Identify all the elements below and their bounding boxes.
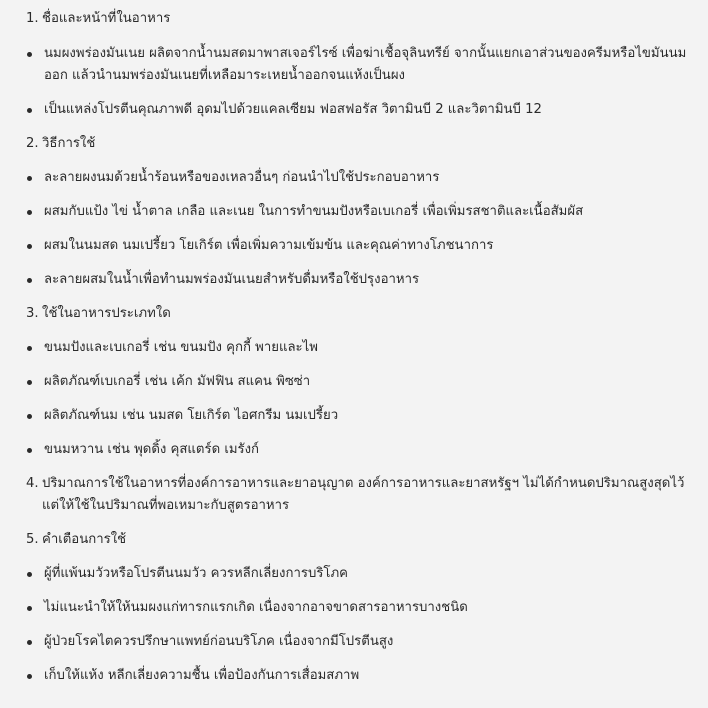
- bullet-dot: [27, 346, 32, 351]
- bullet-dot: [27, 278, 32, 283]
- list-item-text: ขนมหวาน เช่น พุดดิ้ง คุสแตร์ด เมรังก์: [44, 442, 260, 457]
- list-item: [26, 631, 688, 653]
- list-item: [26, 43, 688, 87]
- list-item-text: ผสมกับแป้ง ไข่ น้ำตาล เกลือ และเนย ในการทำขนมปังหรือเบเกอรี่ เพื่อเพิ่มรสชาติและเนื้อสัมผัส: [44, 204, 584, 219]
- section-heading: [26, 529, 688, 551]
- bullet-dot: [27, 244, 32, 249]
- list-item-text: ผสมในนมสด นมเปรี้ยว โยเกิร์ต เพื่อเพิ่มความเข้มข้น และคุณค่าทางโภชนาการ: [44, 238, 494, 253]
- list-item-text: ละลายผสมในน้ำเพื่อทำนมพร่องมันเนยสำหรับดื่มหรือใช้ปรุงอาหาร: [44, 272, 420, 287]
- list-item-text: เก็บให้แห้ง หลีกเลี่ยงความชื้น เพื่อป้องกันการเสื่อมสภาพ: [44, 668, 360, 683]
- bullet-dot: [27, 414, 32, 419]
- list-item: [26, 563, 688, 585]
- list-item: [26, 167, 688, 189]
- list-item: [26, 597, 688, 619]
- list-item-text: ผู้ที่แพ้นมวัวหรือโปรตีนนมวัว ควรหลีกเลี่ยงการบริโภค: [44, 566, 349, 581]
- bullet-dot: [27, 176, 32, 181]
- section-title: ใช้ในอาหารประเภทใด: [42, 306, 171, 321]
- list-item: [26, 201, 688, 223]
- list-item-text: ขนมปังและเบเกอรี่ เช่น ขนมปัง คุกกี้ พายและไพ: [44, 340, 318, 355]
- bullet-dot: [27, 108, 32, 113]
- list-item: [26, 439, 688, 461]
- list-item-text: ผลิตภัณฑ์นม เช่น นมสด โยเกิร์ต ไอศกรีม นมเปรี้ยว: [44, 408, 339, 423]
- section-title: ปริมาณการใช้ในอาหารที่องค์การอาหารและยาอนุญาต องค์การอาหารและยาสหรัฐฯ ไม่ได้กำหนดปริมาณสูงสุดไว้ แต่ให้ใช้ในปริมาณที่พอเหมาะกับสูตรอาหาร: [42, 476, 685, 513]
- section-heading: [26, 303, 688, 325]
- list-item: [26, 405, 688, 427]
- section-number: 5.: [26, 532, 39, 547]
- list-item-text: ผลิตภัณฑ์เบเกอรี่ เช่น เค้ก มัฟฟิน สแคน พิซซ่า: [44, 374, 311, 389]
- section-heading: [26, 8, 688, 30]
- section-title: วิธีการใช้: [42, 136, 96, 151]
- bullet-dot: [27, 448, 32, 453]
- list-item: [26, 371, 688, 393]
- list-item: [26, 269, 688, 291]
- bullet-dot: [27, 572, 32, 577]
- list-item-text: นมผงพร่องมันเนย ผลิตจากน้ำนมสดมาพาสเจอร์ไรซ์ เพื่อฆ่าเชื้อจุลินทรีย์ จากนั้นแยกเอาส่วนของครีมหรือไขมันนมออก แล้วนำนมพร่องมันเนยที่เหลือมาระเหยน้ำออกจนแห้งเป็นผง: [44, 46, 687, 83]
- list-item: [26, 99, 688, 121]
- list-item-text: ไม่แนะนำให้ให้นมผงแก่ทารกแรกเกิด เนื่องจากอาจขาดสารอาหารบางชนิด: [44, 600, 468, 615]
- section-title: คำเตือนการใช้: [42, 532, 127, 547]
- list-item: [26, 665, 688, 687]
- section-heading: [26, 133, 688, 155]
- section-number: 3.: [26, 306, 39, 321]
- section-title: ชื่อและหน้าที่ในอาหาร: [42, 11, 171, 26]
- list-item-text: เป็นแหล่งโปรตีนคุณภาพดี อุดมไปด้วยแคลเซียม ฟอสฟอรัส วิตามินบี 2 และวิตามินบี 12: [44, 102, 542, 117]
- bullet-dot: [27, 640, 32, 645]
- section-number: 2.: [26, 136, 39, 151]
- section-heading: [26, 473, 688, 517]
- section-number: 4.: [26, 476, 39, 491]
- section-number: 1.: [26, 11, 39, 26]
- bullet-dot: [27, 674, 32, 679]
- list-item: [26, 337, 688, 359]
- list-item-text: ผู้ป่วยโรคไตควรปรึกษาแพทย์ก่อนบริโภค เนื่องจากมีโปรตีนสูง: [44, 634, 394, 649]
- bullet-dot: [27, 52, 32, 57]
- list-item-text: ละลายผงนมด้วยน้ำร้อนหรือของเหลวอื่นๆ ก่อนนำไปใช้ประกอบอาหาร: [44, 170, 440, 185]
- bullet-dot: [27, 606, 32, 611]
- list-item: [26, 235, 688, 257]
- bullet-dot: [27, 210, 32, 215]
- bullet-dot: [27, 380, 32, 385]
